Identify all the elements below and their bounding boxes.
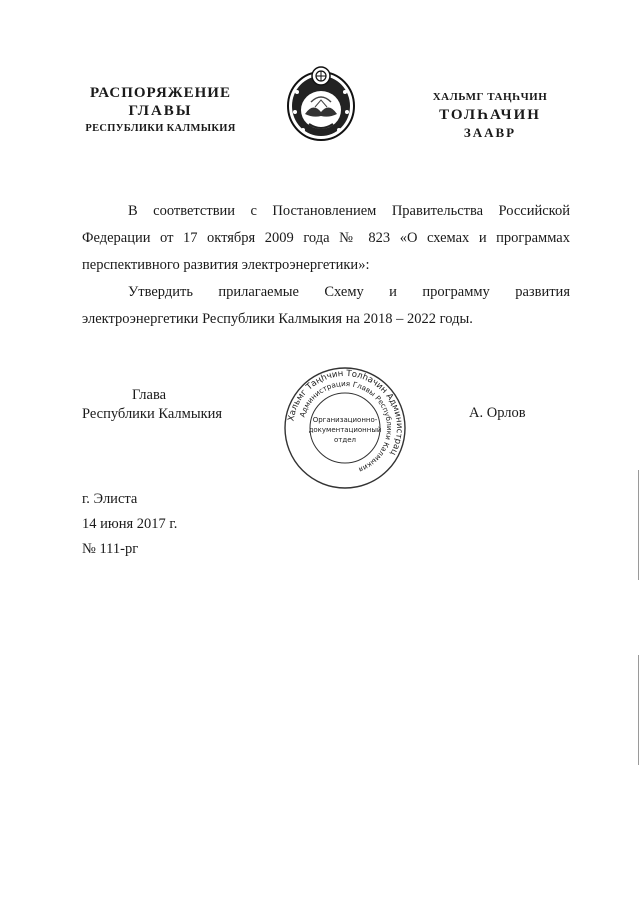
body-paragraph-2-text: Утвердить прилагаемые Схему и программу развития электроэнергетики Республики Калмыкия на 2018 – 2022 годы. (82, 284, 570, 327)
document-date: 14 июня 2017 г. (82, 516, 178, 532)
header-left (78, 84, 243, 138)
document-number: № 111-рг (82, 541, 139, 557)
scan-edge-mark (638, 470, 639, 580)
body-paragraph-1-text: В соответствии с Постановлением Правительства Российской Федерации от 17 октября 2009 года № 823 «О схемах и программах перспективного развития электроэнергетики»: (82, 203, 570, 273)
document-footer (82, 487, 177, 562)
stamp-inner-line1: Организационно- (312, 416, 378, 424)
stamp-inner-line2: документационный (308, 426, 382, 434)
header-left-line2: ГЛАВЫ (128, 103, 193, 119)
header-left-line3: РЕСПУБЛИКИ КАЛМЫКИЯ (85, 123, 236, 134)
official-stamp (283, 366, 407, 490)
header-right (420, 88, 560, 142)
header-left-line1: РАСПОРЯЖЕНИЕ (90, 85, 231, 101)
body-paragraph-1 (82, 198, 570, 279)
stamp-middle-textpath: Администрация Главы Республики Калмыкия (297, 378, 395, 475)
stamp-outer-textpath: Хальмг Таңһчин Толһачин Администрац (286, 368, 405, 457)
city: г. Элиста (82, 491, 138, 507)
coat-of-arms-emblem (285, 62, 357, 142)
signatory-title (82, 386, 222, 424)
header-right-line2: ТОЛҺАЧИН (439, 107, 541, 123)
signatory-title-line1: Глава (132, 387, 167, 403)
signatory-name: А. Орлов (469, 405, 526, 421)
body-paragraph-2 (82, 279, 570, 333)
scan-edge-mark (638, 655, 639, 765)
stamp-inner-line3: отдел (334, 436, 356, 444)
header-right-line1: ХАЛЬМГ ТАҢҺЧИН (432, 91, 548, 103)
signatory-title-line2: Республики Калмыкия (82, 406, 223, 422)
header-right-line3: ЗААВР (463, 125, 517, 140)
